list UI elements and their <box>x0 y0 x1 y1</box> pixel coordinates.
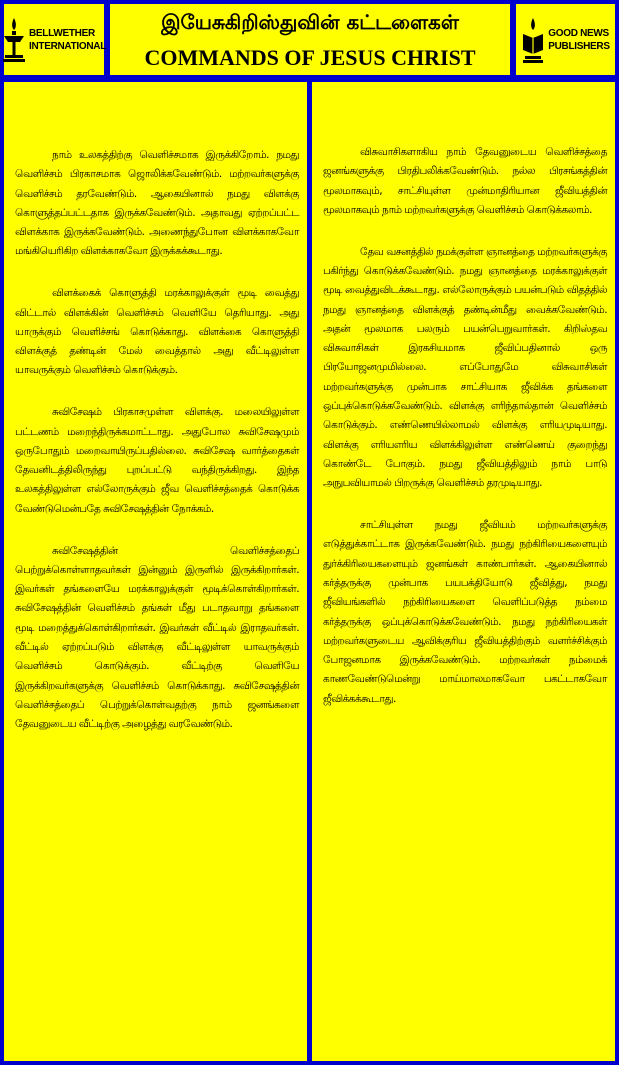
paragraph: சாட்சியுள்ள நமது ஜீவியம் மற்றவர்களுக்கு எடுத்துக்காட்டாக இருக்கவேண்டும். நமது நற்கிரியைகளையும் துர்க்கிரியைகளையும் ஜனங்கள் காண்பார்கள். ஆகையினால் கர்த்தருக்கு முன்பாக பயபக்தியோடு ஜீவித்து, நமது ஜீவியங்களில் நற்கிரியைகளை வெளிப்படுத்த நம்மை கர்த்தருக்கு ஒப்புக்கொடுக்கவேண்டும். நமது நற்கிரியைகள் மற்றவர்களுடைய ஆவிக்குரிய ஜீவியத்திற்கும் வளர்ச்சிக்கும் போஜனமாக இருக்கவேண்டும். மற்றவர்கள் நம்மைக் காணவேண்டுமென்று மாய்மாலமாகவோ பகட்டாகவோ ஜீவிக்கக்கூடாது. <box>323 519 607 705</box>
book-icon <box>521 16 545 64</box>
good-news-logo <box>516 4 615 75</box>
paragraph: விளக்கைக் கொளுத்தி மரக்காலுக்குள் மூடி வைத்து விட்டால் விளக்கின் வெளிச்சம் வெளியே தெரியாது. அது யாருக்கும் வெளிச்சங் கொடுக்காது. விளக்கை கொளுத்தி விளக்குத் தண்டின் மேல் வைத்தால் அது வீட்டிலுள்ள யாவருக்கும் வெளிச்சம் கொடுக்கும். <box>15 287 299 377</box>
left-column <box>4 82 307 1061</box>
paragraph: விசுவாசிகளாகிய நாம் தேவனுடைய வெளிச்சத்தை ஜனங்களுக்கு பிரதிபலிக்கவேண்டும். நல்ல பிரசங்கத்தின் மூலமாகவும், சாட்சியுள்ள முன்மாதிரியான ஜீவியத்தின் மூலமாகவும் நாம் மற்றவர்களுக்கு வெளிச்சம் கொடுக்கலாம். <box>323 146 607 216</box>
left-logo-line1: BELLWETHER <box>28 27 95 39</box>
paragraph: சுவிசேஷம் பிரகாசமுள்ள விளக்கு. மலையிலுள்ள பட்டணம் மறைந்திருக்கமாட்டாது. அதுபோல சுவிசேஷமும் ஒருபோதும் மறைவாயிருப்பதில்லை. சுவிசேஷ வார்த்தைகள் தேவனிடத்திலிருந்து புறப்பட்டு வந்திருக்கிறது. இந்த உலகத்திலுள்ள எல்லோருக்கும் ஜீவ வெளிச்சத்தைக் கொடுக்க வேண்டுமென்பதே சுவிசேஷத்தின் நோக்கம். <box>15 406 299 515</box>
lamp-icon <box>2 16 26 64</box>
paragraph: நாம் உலகத்திற்கு வெளிச்சமாக இருக்கிறோம். நமது வெளிச்சம் பிரகாசமாக ஜொலிக்கவேண்டும். மற்றவர்களுக்கு வெளிச்சம் தரவேண்டும். ஆகையினால் நமது விளக்கு கொளுத்தப்பட்டதாக இருக்கவேண்டும். அதாவது ஏற்றப்பட்ட விளக்காக இருக்கவேண்டும். அணைந்துபோன விளக்காகவோ மங்கியெரிகிற விளக்காகவோ இருக்கக்கூடாது. <box>15 149 299 258</box>
page-title-tamil: இயேசுகிறிஸ்துவின் கட்டளைகள் <box>161 10 459 34</box>
bellwether-logo <box>4 4 107 75</box>
right-column <box>312 82 615 1061</box>
paragraph: தேவ வசனத்தில் நமக்குள்ள ஞானத்தை மற்றவர்களுக்கு பகிர்ந்து கொடுக்கவேண்டும். நமது ஞானத்தை மரக்காலுக்குள் மூடி வைத்துவிடக்கூடாது. எல்லோருக்கும் பயன்படும் விதத்தில் நமது ஞானத்தை விளக்குத் தண்டின்மீது வைக்கவேண்டும். அதன் மூலமாக பலரும் பயன்பெறுவார்கள். கிறிஸ்தவ விசுவாசிகள் இரகசியமாக ஜீவிப்பதினால் ஒரு பிரயோஜனமுமில்லை. எப்போதுமே விசுவாசிகள் மற்றவர்களுக்கு முன்பாக சாட்சியாக ஜீவிக்க தங்களை ஒப்புக்கொடுக்கவேண்டும். விளக்கு எரிந்தால்தான் வெளிச்சம் கொடுக்கும். எண்ணெயில்லாமல் விளக்கு எரியமுடியாது. விளக்கு எரியஎரிய விளக்கிலுள்ள எண்ணெய் குறைந்து கொண்டே போகும். நமது ஜீவியத்திலும் நாம் பாடு அநுபவியாமல் பிறருக்கு வெளிச்சம் தரமுடியாது. <box>323 245 607 490</box>
paragraph: சுவிசேஷத்தின் வெளிச்சத்தைப் பெற்றுக்கொள்ளாதவர்கள் இன்னும் இருளில் இருக்கிறார்கள். இவர்கள் தங்களையே மரக்காலுக்குள் மூடிக்கொள்கிறார்கள். சுவிசேஷத்தின் வெளிச்சம் தங்கள் மீது படாதவாறு தங்களை மூடி மறைத்துக்கொள்கிறார்கள். இவர்கள் வீட்டில் இராதவர்கள். வீட்டில் ஏற்றப்படும் விளக்கு வீட்டிலுள்ள யாவருக்கும் வெளிச்சம் கொடுக்கும். வீட்டிற்கு வெளியே இருக்கிறவர்களுக்கு வெளிச்சம் கொடுக்காது. சுவிசேஷத்தின் வெளிச்சத்தைப் பெற்றுக்கொள்வதற்கு நாம் ஜனங்களை தேவனுடைய வீட்டிற்கு அழைத்து வரவேண்டும். <box>15 544 299 731</box>
left-logo-line2: INTERNATIONAL <box>28 40 107 52</box>
page-title-english: COMMANDS OF JESUS CHRIST <box>144 45 476 70</box>
title-box <box>110 4 510 75</box>
right-logo-line1: GOOD NEWS <box>548 27 609 39</box>
right-logo-line2: PUBLISHERS <box>548 40 610 52</box>
